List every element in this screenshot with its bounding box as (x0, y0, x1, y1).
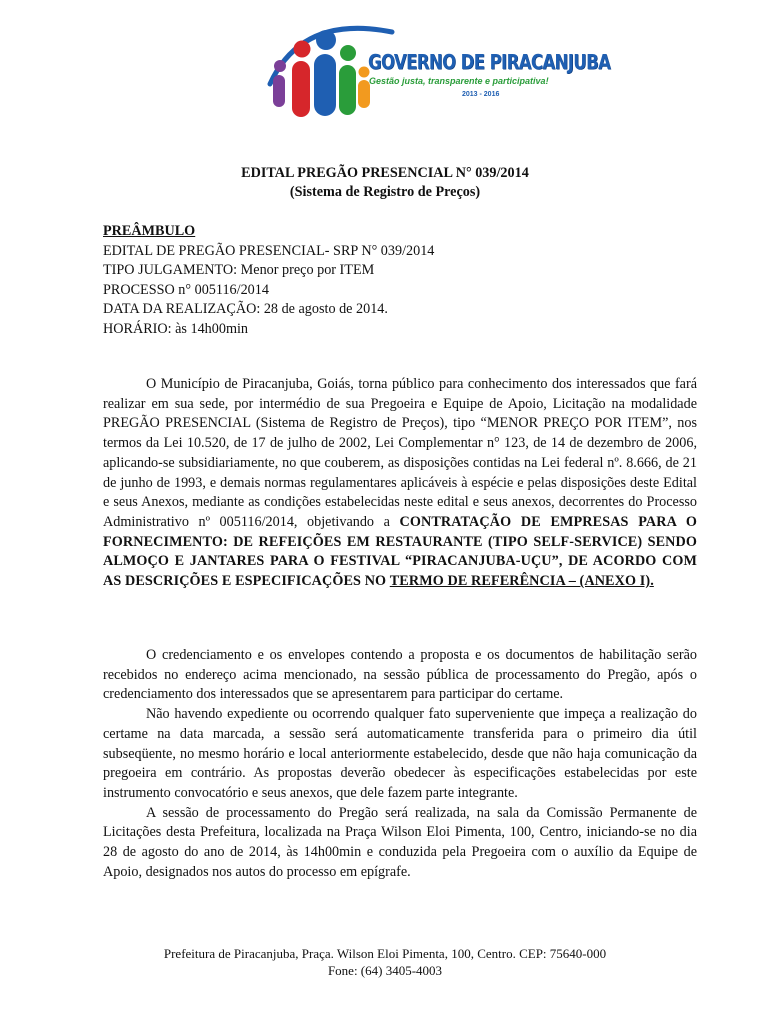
footer-address: Prefeitura de Piracanjuba, Praça. Wilson Eloi Pimenta, 100, Centro. CEP: 75640-000 (163, 946, 607, 961)
intro-text: O Município de Piracanjuba, Goiás, torna público para conhecimento dos interessados que fará realizar em sua sede, por intermédio de sua Pregoeira e Equipe de Apoio, Licitação na modalidade PREGÃO PRESENCIAL (Sistema de Registro de Preços), tipo “MENOR PREÇO POR ITEM”, nos termos da Lei 10.520, de 17 de julho de 2002, Lei Complementar n° 123, de 14 de dezembro de 2006, aplicando-se subsidiariamente, no que couberem, as disposições contidas na Lei federal nº. 8.666, de 21 de junho de 1993, e demais normas regulamentares aplicáveis à espécie e pelas disposições deste Edital e seus Anexos, mediante as condições estabelecidas neste edital e seus anexos, decorrentes do Processo Administrativo nº 005116/2014, objetivando a (103, 376, 697, 530)
intro-paragraph-block (103, 375, 697, 592)
logo-slogan: Gestão justa, transparente e participativa! (369, 76, 549, 86)
object-text: CONTRATAÇÃO DE EMPRESAS PARA O FORNECIMENTO: DE REFEIÇÕES EM RESTAURANTE (TIPO SELF-SERVICE) SENDO ALMOÇO E JANTARES PARA O FESTIVAL “PIRACANJUBA-UÇU”, DE ACORDO COM AS DESCRIÇÕES E ESPECIFICAÇÕES NO (103, 513, 697, 590)
body-paragraphs (103, 646, 697, 882)
annex-reference: TERMO DE REFERÊNCIA – (ANEXO I). (389, 573, 654, 590)
paragraph-expediente: Não havendo expediente ou ocorrendo qualquer fato superveniente que impeça a realização do certame na data marcada, a sessão será automaticamente transferida para o primeiro dia útil subseqüente, no mesmo horário e local anteriormente estabelecido, desde que não haja comunicação da pregoeira em contrário. As propostas deverão obedecer às especificações estabelecidas por este instrumento convocatório e seus anexos, que dele fazem parte integrante. (103, 706, 697, 801)
document-subtitle: (Sistema de Registro de Preços) (289, 184, 481, 200)
preambulo-line: EDITAL DE PREGÃO PRESENCIAL- SRP N° 039/2014 (103, 242, 435, 259)
paragraph-sessao: A sessão de processamento do Pregão será realizada, na sala da Comissão Permanente de Licitações desta Prefeitura, localizada na Praça Wilson Eloi Pimenta, 100, Centro, iniciando-se no dia 28 de agosto do ano de 2014, às 14h00min e conduzida pela Pregoeira com o auxílio da Equipe de Apoio, designados nos autos do processo em epígrafe. (103, 804, 697, 880)
paragraph-credenciamento: O credenciamento e os envelopes contendo a proposta e os documentos de habilitação serão recebidos no endereço acima mencionado, na sessão pública de processamento do Pregão, após o credenciamento dos interessados que se apresentarem para participar do certame. (103, 647, 697, 703)
preambulo-title: PREÂMBULO (103, 223, 196, 239)
footer-phone: Fone: (64) 3405-4003 (327, 963, 443, 978)
preambulo-section (103, 222, 434, 339)
preambulo-line: HORÁRIO: às 14h00min (103, 320, 249, 337)
preambulo-line: DATA DA REALIZAÇÃO: 28 de agosto de 2014. (103, 301, 388, 317)
intro-paragraph (103, 375, 697, 592)
logo-title: GOVERNO DE PIRACANJUBA (368, 50, 611, 74)
logo-years: 2013 - 2016 (462, 91, 500, 98)
preambulo-line: PROCESSO n° 005116/2014 (103, 281, 269, 298)
document-title: EDITAL PREGÃO PRESENCIAL N° 039/2014 (241, 165, 529, 181)
preambulo-line: TIPO JULGAMENTO: Menor preço por ITEM (103, 262, 375, 278)
